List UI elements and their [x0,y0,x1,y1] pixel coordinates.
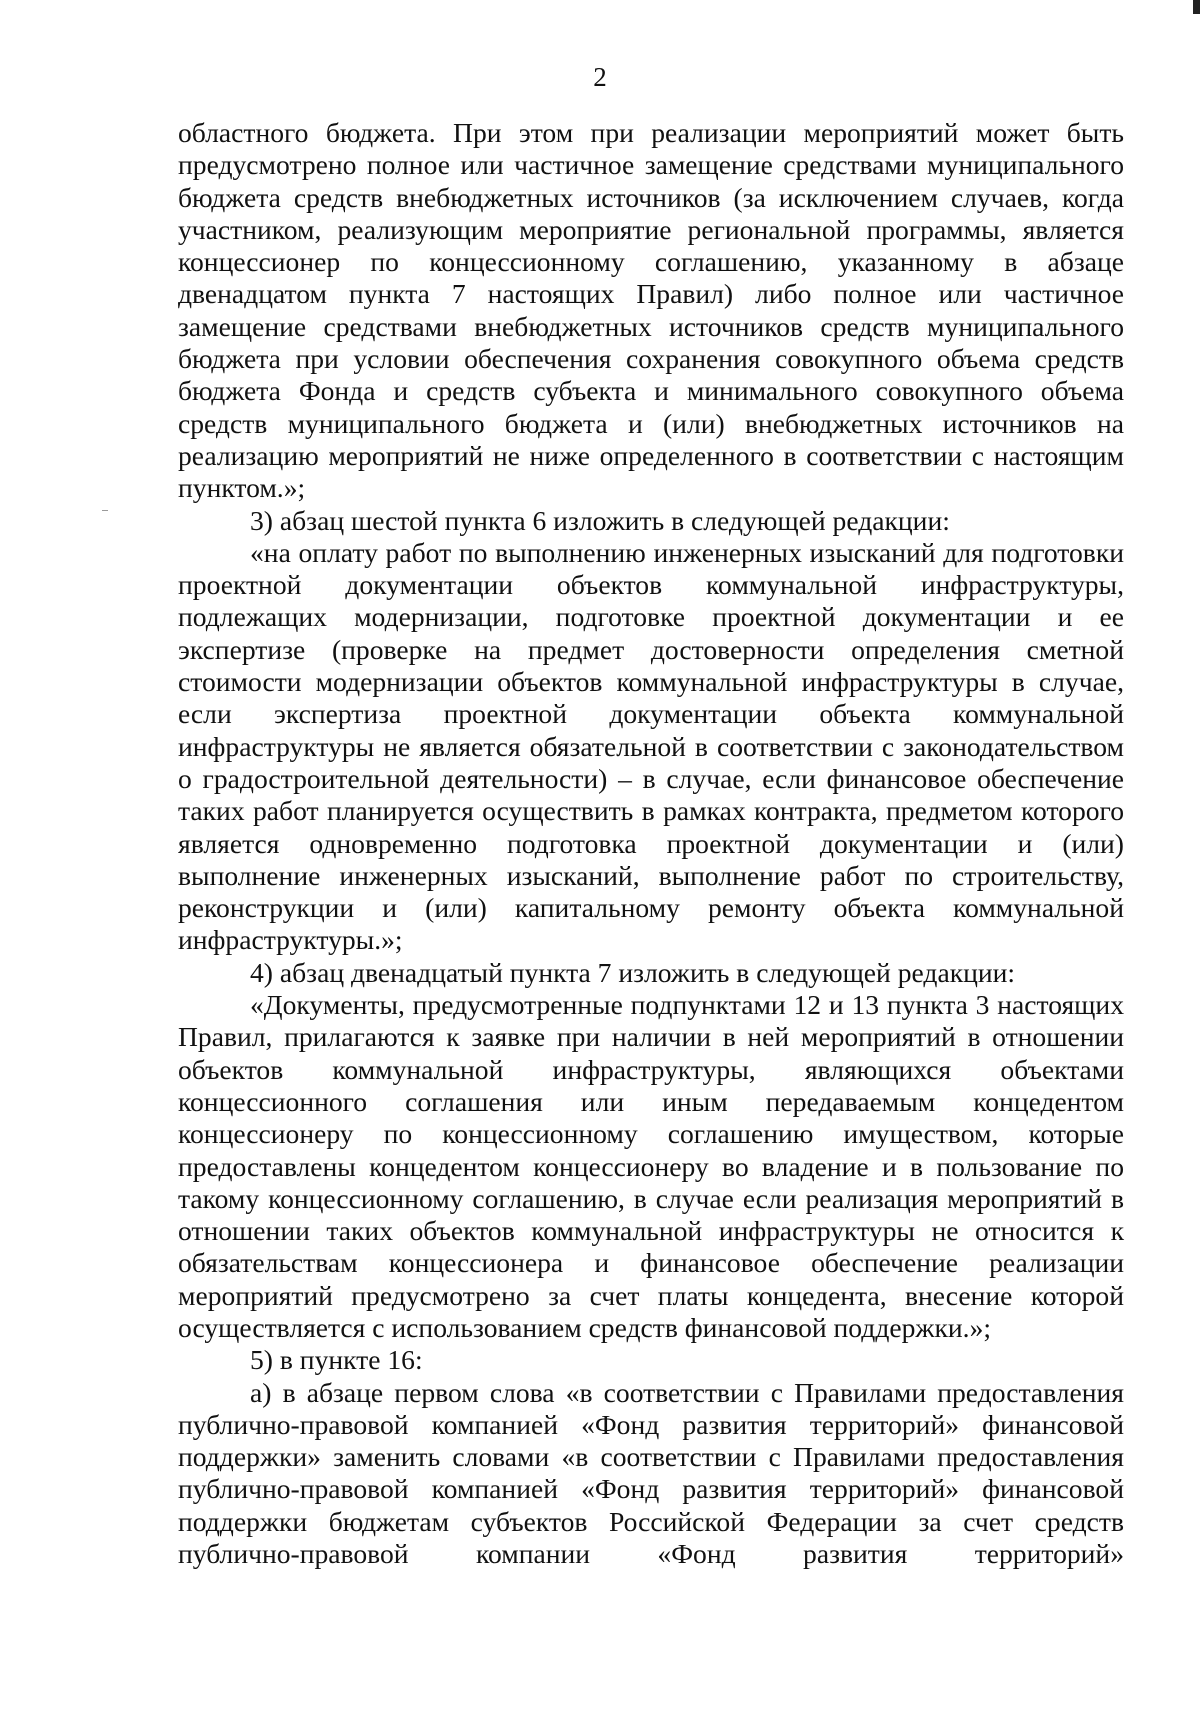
paragraph-concession-documents: «Документы, предусмотренные подпунктами 12 и 13 пункта 3 настоящих Правил, прилагаются к заявке при наличии в ней мероприятий в отношении объектов коммунальной инфраструктуры, являющихся объектами концессионного соглашения или иным передаваемым концедентом концессионеру по концессионному соглашению имуществом, которые предоставлены концедентом концессионеру во владение и в пользование по такому концессионному соглашению, в случае если реализация мероприятий в отношении таких объектов коммунальной инфраструктуры не относится к обязательствам концессионера и финансовое обеспечение реализации мероприятий предусмотрено за счет платы концедента, внесение которой осуществляется с использованием средств финансовой поддержки.»; [178,989,1124,1343]
paragraph-item-4: 4) абзац двенадцатый пункта 7 изложить в следующей редакции: [250,956,1016,988]
paragraph-engineering-surveys: «на оплату работ по выполнению инженерных изысканий для подготовки проектной документации объектов коммунальной инфраструктуры, подлежащих модернизации, подготовке проектной документации и ее экспертизе (проверке на предмет достоверности определения сметной стоимости модернизации объектов коммунальной инфраструктуры в случае, если экспертиза проектной документации объекта коммунальной инфраструктуры не является обязательной в соответствии с законодательством о градостроительной деятельности) – в случае, если финансовое обеспечение таких работ планируется осуществить в рамках контракта, предметом которого является одновременно подготовка проектной документации и (или) выполнение инженерных изысканий, выполнение работ по строительству, реконструкции и (или) капитальному ремонту объекта коммунальной инфраструктуры.»; [178,536,1124,956]
paragraph-budget-replacement: областного бюджета. При этом при реализации мероприятий может быть предусмотрено полное или частичное замещение средствами муниципального бюджета средств внебюджетных источников (за исключением случаев, когда участником, реализующим мероприятие региональной программы, является концессионер по концессионному соглашению, указанному в абзаце двенадцатом пункта 7 настоящих Правил) либо полное или частичное замещение средствами внебюджетных источников средств муниципального бюджета при условии обеспечения сохранения совокупного объема средств бюджета Фонда и средств субъекта и минимального совокупного объема средств муниципального бюджета и (или) внебюджетных источников на реализацию мероприятий не ниже определенного в соответствии с настоящим пунктом.»; [178,117,1124,504]
paragraph-subitem-a: а) в абзаце первом слова «в соответствии с Правилами предоставления публично-правовой компанией «Фонд развития территорий» финансовой поддержки» заменить словами «в соответствии с Правилами предоставления публично-правовой компанией «Фонд развития территорий» финансовой поддержки бюджетам субъектов Российской Федерации за счет средств публично-правовой компании «Фонд развития территорий» [178,1376,1124,1570]
paragraph-item-3: 3) абзац шестой пункта 6 изложить в следующей редакции: [250,504,950,536]
page-number: 2 [593,62,607,92]
scan-edge-mark [1193,0,1200,14]
paragraph-item-5: 5) в пункте 16: [250,1344,423,1376]
scan-speck [102,510,108,511]
document-body [178,117,1124,1570]
